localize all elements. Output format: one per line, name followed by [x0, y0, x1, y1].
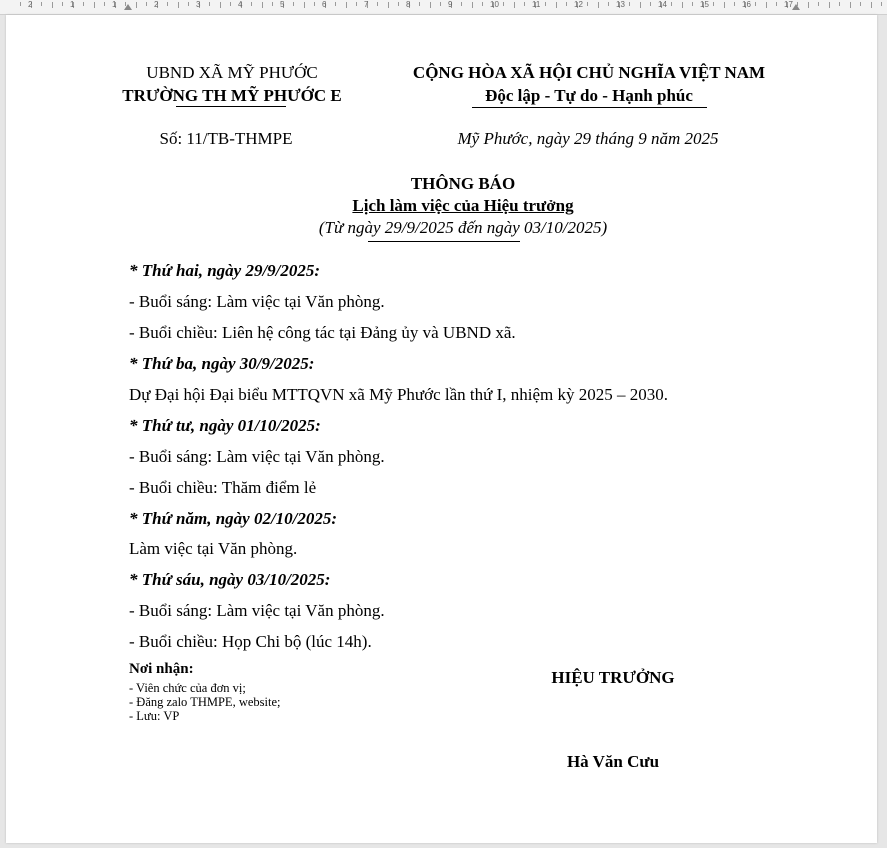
ruler-tick — [146, 2, 147, 6]
signer-name: Hà Văn Cưu — [566, 752, 660, 771]
schedule-line: - Buổi sáng: Làm việc tại Văn phòng. — [129, 447, 385, 466]
ruler-tick — [377, 2, 378, 6]
ruler-tick — [167, 2, 168, 6]
ruler-tick — [335, 2, 336, 6]
document-number: Số: 11/TB-THMPE — [159, 129, 293, 148]
agency-parent: UBND XÃ MỸ PHƯỚC — [146, 63, 318, 82]
title-underline — [368, 241, 520, 242]
ruler-tick — [839, 2, 840, 6]
ruler-number: 5 — [280, 0, 285, 9]
agency-name: TRƯỜNG TH MỸ PHƯỚC E — [122, 86, 342, 105]
ruler-number: 10 — [490, 0, 499, 9]
day-heading: * Thứ ba, ngày 30/9/2025: — [129, 354, 315, 373]
ruler-tick — [220, 2, 221, 8]
ruler-tick — [818, 2, 819, 6]
schedule-line: - Buổi sáng: Làm việc tại Văn phòng. — [129, 292, 385, 311]
ruler-tick — [482, 2, 483, 6]
recipient-item: - Đăng zalo THMPE, website; — [129, 695, 281, 709]
ruler-number: 17 — [784, 0, 793, 9]
nation-title: CỘNG HÒA XÃ HỘI CHỦ NGHĨA VIỆT NAM — [412, 63, 766, 82]
ruler-tick — [430, 2, 431, 8]
left-indent-marker[interactable] — [124, 4, 132, 10]
ruler-number: 1 — [112, 0, 117, 9]
schedule-line: Làm việc tại Văn phòng. — [129, 539, 298, 558]
ruler-tick — [608, 2, 609, 6]
day-heading: * Thứ tư, ngày 01/10/2025: — [129, 416, 321, 435]
right-indent-marker[interactable] — [792, 4, 800, 10]
day-heading: * Thứ năm, ngày 02/10/2025: — [129, 509, 338, 528]
recipients-list — [129, 681, 280, 723]
ruler-tick — [209, 2, 210, 6]
ruler-number: 7 — [364, 0, 369, 9]
ruler-tick — [62, 2, 63, 6]
ruler-tick — [598, 2, 599, 8]
ruler-tick — [587, 2, 588, 6]
ruler-tick — [388, 2, 389, 8]
ruler-tick — [304, 2, 305, 8]
ruler-tick — [545, 2, 546, 6]
ruler-tick — [734, 2, 735, 6]
ruler-tick — [398, 2, 399, 6]
ruler-number: 1 — [70, 0, 75, 9]
ruler-number: 16 — [742, 0, 751, 9]
ruler-tick — [566, 2, 567, 6]
ruler-tick — [650, 2, 651, 6]
ruler-tick — [682, 2, 683, 8]
ruler-number: 4 — [238, 0, 243, 9]
notice-date-range: (Từ ngày 29/9/2025 đến ngày 03/10/2025) — [318, 218, 608, 237]
ruler-tick — [461, 2, 462, 6]
place-date: Mỹ Phước, ngày 29 tháng 9 năm 2025 — [457, 129, 719, 148]
ruler-number: 2 — [154, 0, 159, 9]
ruler-tick — [356, 2, 357, 6]
ruler-tick — [272, 2, 273, 6]
ruler-tick — [136, 2, 137, 8]
ruler-tick — [104, 2, 105, 6]
notice-subtitle: Lịch làm việc của Hiệu trưởng — [352, 196, 574, 215]
ruler-number: 14 — [658, 0, 667, 9]
ruler-number: 15 — [700, 0, 709, 9]
ruler-tick — [94, 2, 95, 8]
ruler-tick — [776, 2, 777, 6]
ruler-number: 13 — [616, 0, 625, 9]
agency-underline — [176, 106, 286, 107]
document-page[interactable] — [6, 15, 877, 843]
ruler-tick — [640, 2, 641, 8]
nation-motto: Độc lập - Tự do - Hạnh phúc — [485, 86, 693, 105]
ruler-tick — [346, 2, 347, 8]
ruler-tick — [881, 2, 882, 6]
notice-title: THÔNG BÁO — [410, 174, 516, 193]
signer-title: HIỆU TRƯỞNG — [551, 668, 675, 687]
schedule-line: Dự Đại hội Đại biểu MTTQVN xã Mỹ Phước lần thứ I, nhiệm kỳ 2025 – 2030. — [129, 385, 669, 404]
schedule-line: - Buổi chiều: Liên hệ công tác tại Đảng ủy và UBND xã. — [129, 323, 516, 342]
ruler-tick — [524, 2, 525, 6]
ruler-number: 11 — [532, 0, 541, 9]
ruler-tick — [808, 2, 809, 8]
motto-underline — [472, 107, 707, 108]
ruler-number: 3 — [196, 0, 201, 9]
ruler-tick — [850, 2, 851, 8]
ruler-number: 6 — [322, 0, 327, 9]
recipient-item: - Viên chức của đơn vị; — [129, 681, 246, 695]
ruler-tick — [724, 2, 725, 8]
ruler-tick — [20, 2, 21, 6]
ruler-tick — [671, 2, 672, 6]
schedule-line: - Buổi chiều: Thăm điểm lẻ — [129, 478, 317, 497]
day-heading: * Thứ hai, ngày 29/9/2025: — [129, 261, 321, 280]
ruler-tick — [251, 2, 252, 6]
ruler-tick — [829, 2, 830, 8]
ruler-tick — [755, 2, 756, 6]
ruler-tick — [629, 2, 630, 6]
ruler-tick — [766, 2, 767, 8]
ruler-number: 12 — [574, 0, 583, 9]
ruler-tick — [262, 2, 263, 8]
ruler-tick — [514, 2, 515, 8]
ruler-tick — [188, 2, 189, 6]
ruler-tick — [178, 2, 179, 8]
ruler-number: 9 — [448, 0, 453, 9]
ruler-tick — [293, 2, 294, 6]
ruler-tick — [314, 2, 315, 6]
ruler-tick — [860, 2, 861, 6]
ruler-tick — [419, 2, 420, 6]
recipients-label: Nơi nhận: — [129, 661, 194, 677]
ruler-tick — [472, 2, 473, 8]
schedule-line: - Buổi sáng: Làm việc tại Văn phòng. — [129, 601, 385, 620]
ruler-number: 8 — [406, 0, 411, 9]
ruler-tick — [230, 2, 231, 6]
ruler-tick — [556, 2, 557, 8]
ruler-tick — [440, 2, 441, 6]
ruler-number: 2 — [28, 0, 33, 9]
ruler-tick — [871, 2, 872, 8]
ruler-tick — [41, 2, 42, 6]
ruler-tick — [503, 2, 504, 6]
ruler-tick — [713, 2, 714, 6]
horizontal-ruler[interactable] — [0, 0, 887, 15]
recipient-item: - Lưu: VP — [129, 709, 180, 723]
ruler-tick — [83, 2, 84, 6]
ruler-tick — [692, 2, 693, 6]
schedule-line: - Buổi chiều: Họp Chi bộ (lúc 14h). — [129, 632, 372, 651]
day-heading: * Thứ sáu, ngày 03/10/2025: — [129, 570, 331, 589]
ruler-tick — [52, 2, 53, 8]
